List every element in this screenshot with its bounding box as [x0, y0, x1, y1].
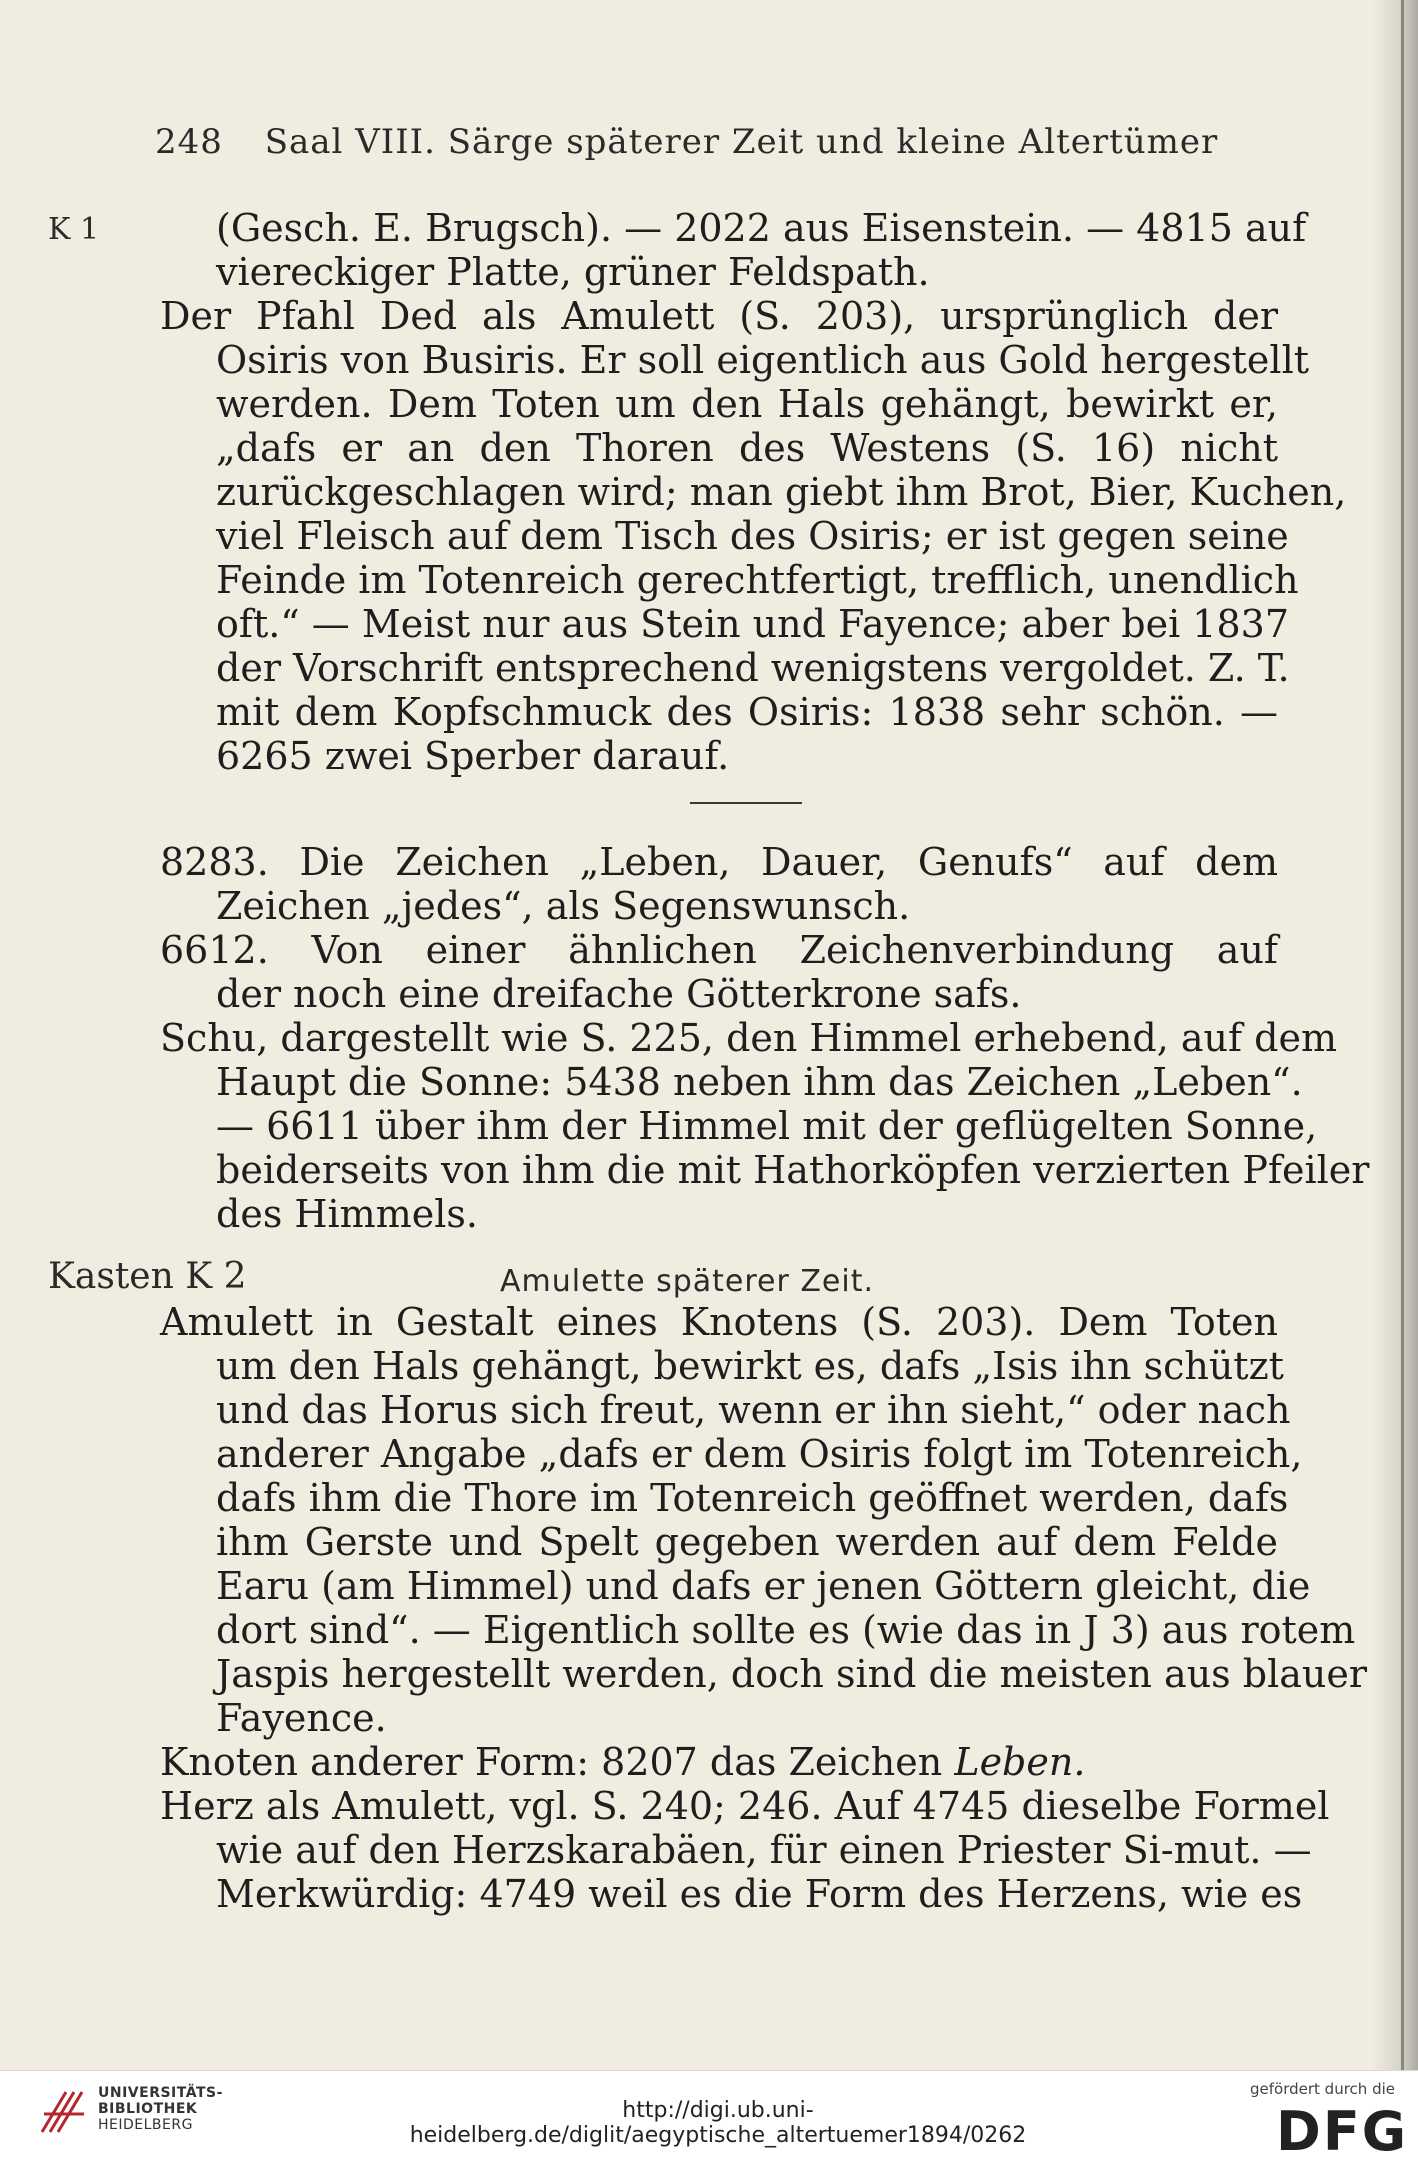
text-line: Merkwürdig: 4749 weil es die Form des Herzens, wie es — [216, 1872, 1303, 1916]
text-line: und das Horus sich freut, wenn er ihn sieht,“ oder nach — [216, 1388, 1291, 1432]
text-line: „dafs er an den Thoren des Westens (S. 16) nicht — [216, 426, 1278, 470]
text-line: — 6611 über ihm der Himmel mit der geflügelten Sonne, — [216, 1104, 1318, 1148]
university-library-logo-icon — [36, 2084, 90, 2138]
text-line: Amulett in Gestalt eines Knotens (S. 203). Dem Toten — [160, 1300, 1278, 1344]
library-line-2: BIBLIOTHEK — [98, 2101, 198, 2117]
text-line: viel Fleisch auf dem Tisch des Osiris; er ist gegen seine — [216, 514, 1289, 558]
text-line: wie auf den Herzskarabäen, für einen Priester Si-mut. — — [216, 1828, 1312, 1872]
text-line: Fayence. — [216, 1696, 387, 1740]
funded-by-text: gefördert durch die — [1250, 2080, 1395, 2098]
library-name — [98, 2085, 223, 2133]
text-line: um den Hals gehängt, bewirkt es, dafs „Isis ihn schützt — [216, 1344, 1284, 1388]
running-head-title: Saal VIII. Särge späterer Zeit und kleine Altertümer — [264, 122, 1219, 162]
italic-word: Leben. — [954, 1740, 1086, 1784]
library-line-3: HEIDELBERG — [98, 2117, 193, 2133]
margin-note-kasten-k2: Kasten K 2 — [48, 1256, 247, 1297]
dfg-logo: DFG — [1276, 2100, 1409, 2163]
text-line: Der Pfahl Ded als Amulett (S. 203), ursprünglich der — [160, 294, 1278, 338]
text-line: des Himmels. — [216, 1192, 478, 1236]
text-line: werden. Dem Toten um den Hals gehängt, bewirkt er, — [216, 382, 1278, 426]
text-line: zurückgeschlagen wird; man giebt ihm Brot, Bier, Kuchen, — [216, 470, 1347, 514]
text-line: beiderseits von ihm die mit Hathorköpfen verzierten Pfeiler — [216, 1148, 1370, 1192]
text-line: oft.“ — Meist nur aus Stein und Fayence; aber bei 1837 — [216, 602, 1290, 646]
text-line: der noch eine dreifache Götterkrone safs. — [216, 972, 1022, 1016]
text-line: Herz als Amulett, vgl. S. 240; 246. Auf 4745 dieselbe Formel — [160, 1784, 1330, 1828]
text-line: dafs ihm die Thore im Totenreich geöffnet werden, dafs — [216, 1476, 1289, 1520]
text-line: 6612. Von einer ähnlichen Zeichenverbindung auf — [160, 928, 1278, 972]
library-line-1: UNIVERSITÄTS- — [98, 2085, 223, 2101]
text-line: Earu (am Himmel) und dafs er jenen Göttern gleicht, die — [216, 1564, 1311, 1608]
text-line — [160, 1740, 1278, 1784]
text-line: Haupt die Sonne: 5438 neben ihm das Zeichen „Leben“. — [216, 1060, 1303, 1104]
margin-note-k1: K 1 — [48, 212, 100, 247]
page-number: 248 — [155, 122, 223, 162]
separator-rule — [690, 802, 802, 804]
text-line: 8283. Die Zeichen „Leben, Dauer, Genufs“ auf dem — [160, 840, 1278, 884]
text-line: dort sind“. — Eigentlich sollte es (wie das in J 3) aus rotem — [216, 1608, 1356, 1652]
text-line: ihm Gerste und Spelt gegeben werden auf dem Felde — [216, 1520, 1278, 1564]
text-line: 6265 zwei Sperber darauf. — [216, 734, 730, 778]
text-line: mit dem Kopfschmuck des Osiris: 1838 sehr schön. — — [216, 690, 1278, 734]
source-url-link[interactable]: http://digi.ub.uni-heidelberg.de/diglit/aegyptische_altertuemer1894/0262 — [409, 2098, 1027, 2148]
text-line: Feinde im Totenreich gerechtfertigt, trefflich, unendlich — [216, 558, 1299, 602]
running-head — [155, 122, 1219, 162]
text-line: viereckiger Platte, grüner Feldspath. — [216, 250, 930, 294]
text-line: Zeichen „jedes“, als Segenswunsch. — [216, 884, 911, 928]
text-line: anderer Angabe „dafs er dem Osiris folgt im Totenreich, — [216, 1432, 1303, 1476]
text-line: Osiris von Busiris. Er soll eigentlich aus Gold hergestellt — [216, 338, 1310, 382]
text-line: (Gesch. E. Brugsch). — 2022 aus Eisenstein. — 4815 auf — [216, 206, 1307, 250]
text-line: Jaspis hergestellt werden, doch sind die meisten aus blauer — [216, 1652, 1368, 1696]
text-line: Schu, dargestellt wie S. 225, den Himmel erhebend, auf dem — [160, 1016, 1338, 1060]
section-title: Amulette späterer Zeit. — [500, 1264, 874, 1299]
text-line-main: Knoten anderer Form: 8207 das Zeichen — [160, 1740, 955, 1784]
text-line: der Vorschrift entsprechend wenigstens vergoldet. Z. T. — [216, 646, 1290, 690]
